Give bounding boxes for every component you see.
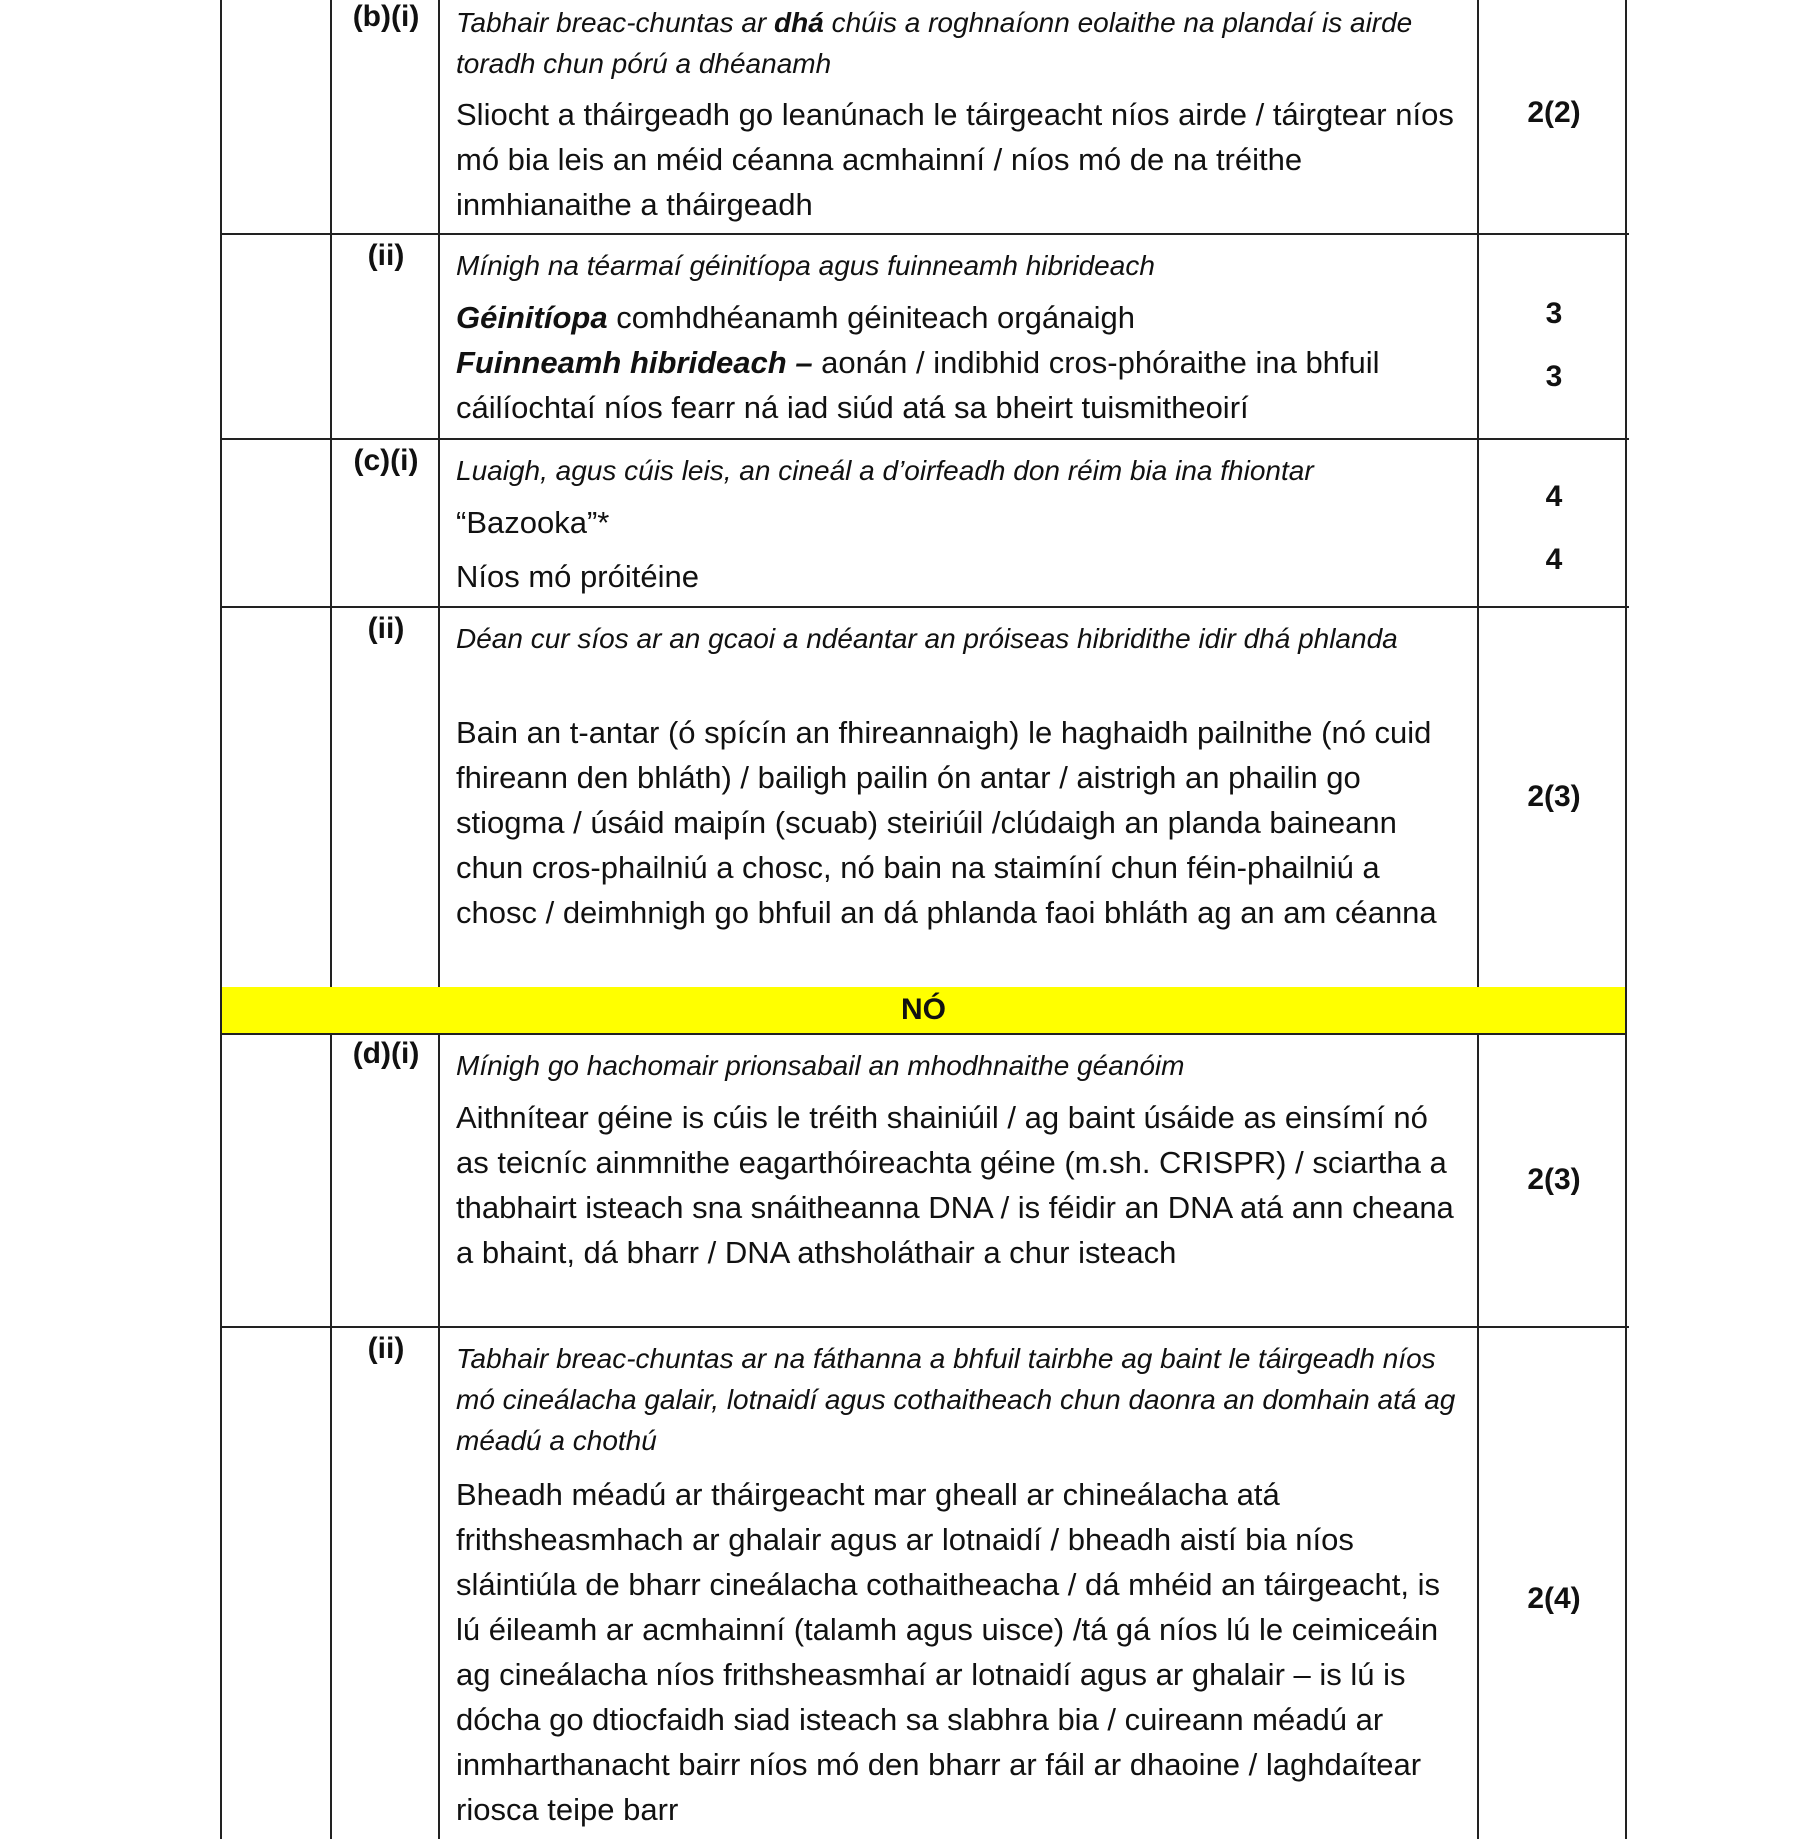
- mark-value: 2(3): [1527, 1163, 1581, 1196]
- question-text: Mínigh na téarmaí géinitíopa agus fuinneamh hibrideach: [456, 250, 1155, 281]
- answer-text: Aithnítear géine is cúis le tréith shainiúil / ag baint úsáide as einsímí nó as teicníc ainmnithe eagarthóireachta géine (m.sh. CRISPR) / sciartha a thabhairt isteach sna snáitheanna DNA / is féidir an DNA atá ann cheana a bhaint, dá bharr / DNA athsholáthair a chur isteach: [456, 1100, 1454, 1270]
- table-row-c-ii: [222, 608, 1629, 987]
- alternative-separator-bar: NÓ: [220, 987, 1627, 1035]
- question-text: Luaigh, agus cúis leis, an cineál a d’oirfeadh don réim bia ina fhiontar: [456, 455, 1314, 486]
- term-genotype: Géinitíopa: [456, 300, 608, 335]
- answer-text: Sliocht a tháirgeadh go leanúnach le táirgeacht níos airde / táirgtear níos mó bia leis an méid céanna acmhainní / níos mó de na tréithe inmhianaithe a tháirgeadh: [456, 97, 1454, 222]
- part-label: (b)(i): [352, 0, 420, 33]
- mark-value: 3: [1545, 297, 1563, 330]
- part-label: (ii): [367, 1332, 405, 1365]
- answer-text: “Bazooka”*: [456, 505, 610, 540]
- part-label: (ii): [367, 612, 405, 645]
- question-text: Tabhair breac-chuntas ar na fáthanna a bhfuil tairbhe ag baint le táirgeadh níos mó cineálacha galair, lotnaidí agus cothaitheach chun daonra an domhain atá ag méadú a chothú: [456, 1343, 1456, 1456]
- answer-text: Bain an t-antar (ó spícín an fhireannaigh) le haghaidh pailnithe (nó cuid fhireann den bhláth) / bailigh pailin ón antar / aistrigh an phailin go stiogma / úsáid maipín (scuab) steiriúil /clúdaigh an planda baineann chun cros-phailniú a chosc, nó bain na staimíní chun féin-phailniú a chosc / deimhnigh go bhfuil an dá phlanda faoi bhláth ag an am céanna: [456, 715, 1437, 930]
- table-row-c-i: [222, 440, 1629, 608]
- question-text: Déan cur síos ar an gcaoi a ndéantar an próiseas hibridithe idir dhá phlanda: [456, 623, 1398, 654]
- question-text: Mínigh go hachomair prionsabail an mhodhnaithe géanóim: [456, 1050, 1185, 1081]
- mark-value: 4: [1545, 543, 1563, 576]
- mark-value: 2(3): [1527, 780, 1581, 813]
- mark-value: 2(4): [1527, 1582, 1581, 1615]
- table-row-d-i: [222, 1035, 1629, 1328]
- mark-value: 2(2): [1527, 96, 1581, 129]
- table-row-d-ii: [222, 1328, 1629, 1839]
- part-label: (c)(i): [353, 444, 419, 477]
- table-row-b-ii: [222, 235, 1629, 440]
- part-label: (ii): [367, 239, 405, 272]
- table-row-b-i: [222, 0, 1629, 235]
- answer-text: Níos mó próitéine: [456, 559, 699, 594]
- question-emphasis: dhá: [774, 7, 824, 38]
- question-text: Tabhair breac-chuntas ar dhá chúis a roghnaíonn eolaithe na plandaí is airde toradh chun pórú a dhéanamh: [456, 7, 1413, 79]
- answer-text: Géinitíopa comhdhéanamh géiniteach orgánaigh Fuinneamh hibrideach – aonán / indibhid cros-phóraithe ina bhfuil cáilíochtaí níos fearr ná iad siúd atá sa bheirt tuismitheoirí: [456, 300, 1380, 425]
- answer-text: Bheadh méadú ar tháirgeacht mar gheall ar chineálacha atá frithsheasmhach ar ghalair agus ar lotnaidí / bheadh aistí bia níos sláintiúla de bharr cineálacha cothaitheacha / dá mhéid an táirgeacht, is lú éileamh ar acmhainní (talamh agus uisce) /tá gá níos lú le ceimiceáin ag cineálacha níos frithsheasmhaí ar lotnaidí agus ar ghalair – is lú is dócha go dtiocfaidh siad isteach sa slabhra bia / cuireann méadú ar inmharthanacht bairr níos mó den bharr ar fáil ar dhaoine / laghdaítear riosca teipe barr: [456, 1477, 1441, 1827]
- part-label: (d)(i): [352, 1037, 420, 1070]
- term-hybrid-vigour: Fuinneamh hibrideach –: [456, 345, 813, 380]
- mark-value: 3: [1545, 360, 1563, 393]
- mark-value: 4: [1545, 480, 1563, 513]
- marking-scheme-table: [220, 0, 1627, 1839]
